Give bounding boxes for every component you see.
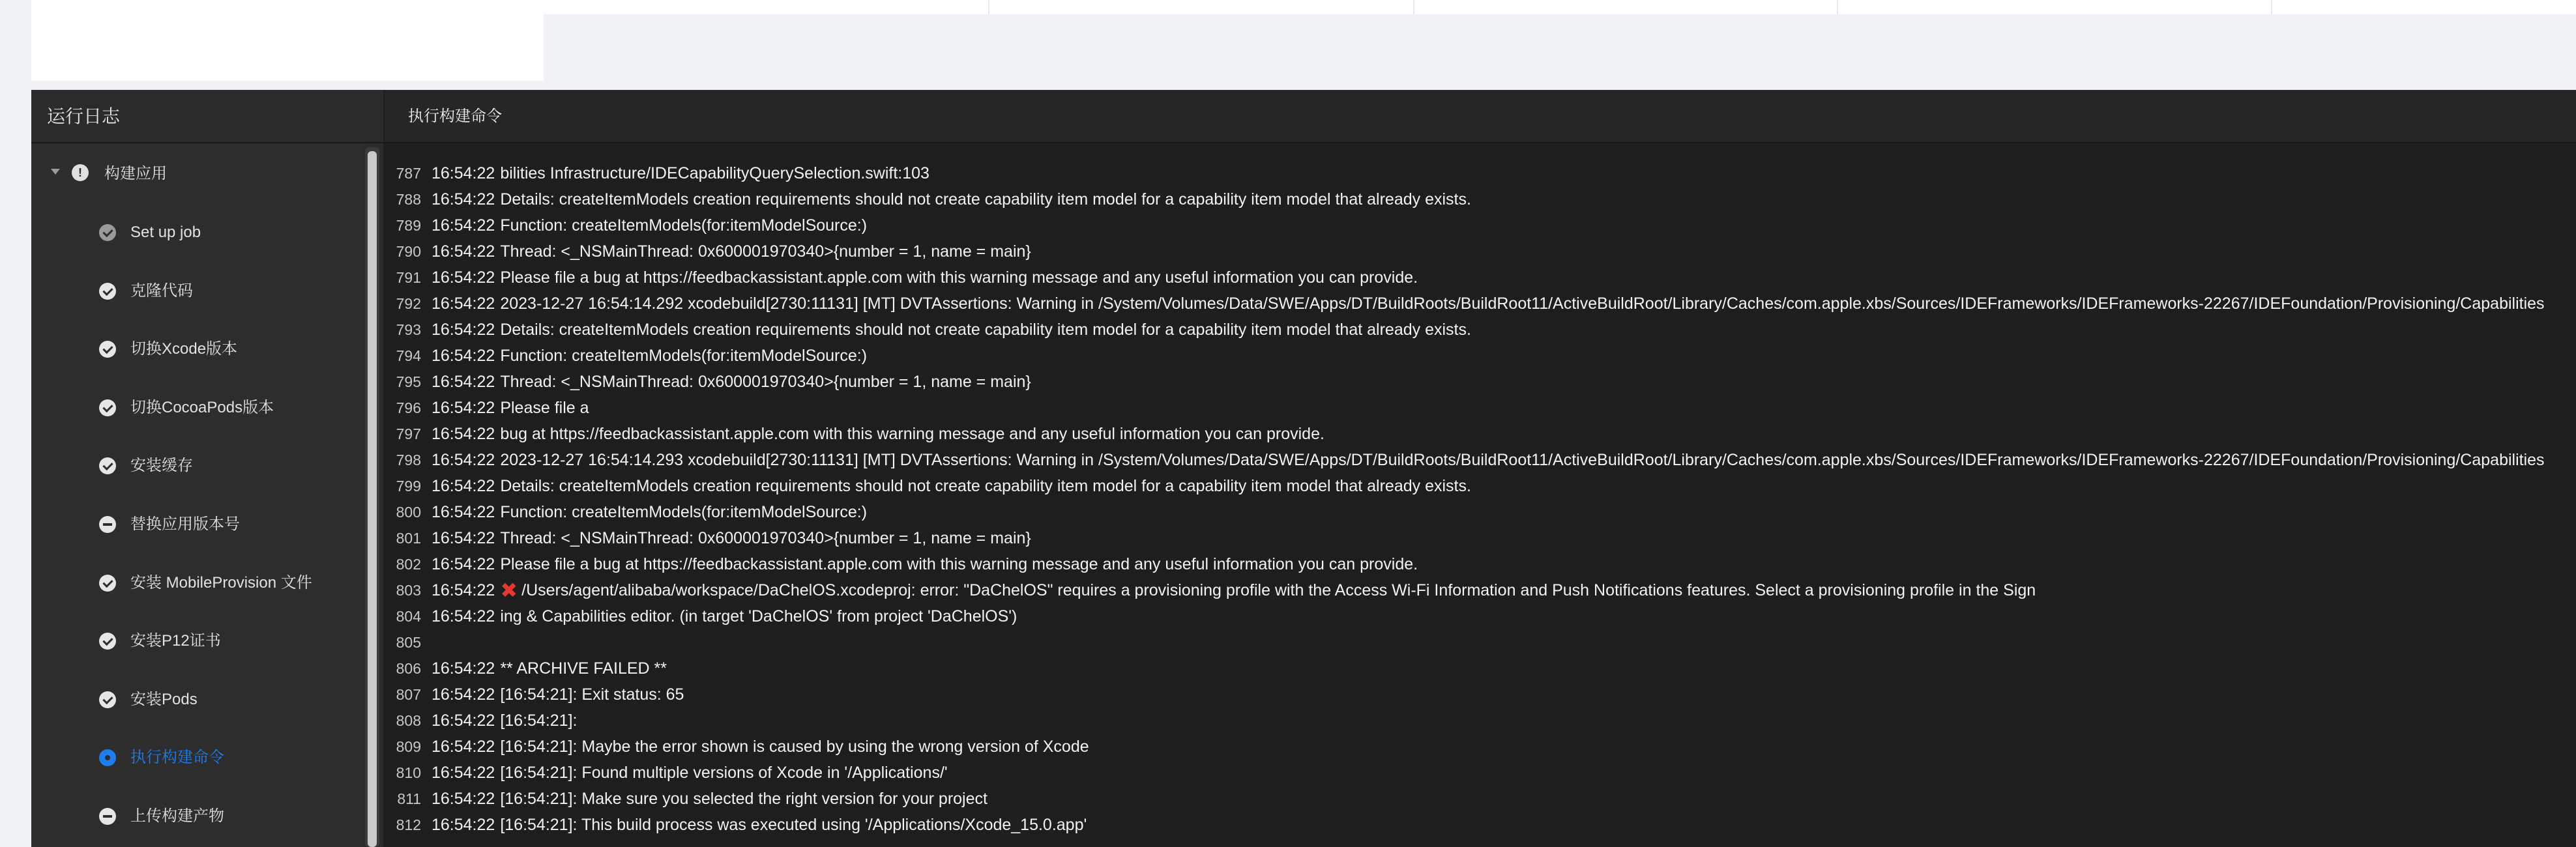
log-timestamp: 16:54:22 (432, 190, 495, 208)
line-number: 809 (396, 738, 421, 755)
step-label: 克隆代码 (130, 281, 193, 300)
line-number: 805 (396, 634, 421, 651)
log-text: Please file a bug at https://feedbackassistant.apple.com with this warning message and any useful information you can provide. (500, 268, 1418, 287)
line-number: 796 (396, 399, 421, 416)
check-circle-icon (99, 691, 116, 708)
log-text: Thread: <_NSMainThread: 0x600001970340>{number = 1, name = main} (500, 242, 1031, 261)
step-item[interactable] (31, 379, 362, 437)
log-timestamp: 16:54:22 (432, 555, 495, 573)
info-icon: ! (72, 164, 89, 181)
step-group-label: 构建应用 (104, 165, 167, 182)
log-timestamp: 16:54:22 (432, 373, 495, 391)
check-circle-icon (99, 575, 116, 592)
top-card (31, 0, 544, 81)
minus-circle-icon (99, 516, 116, 533)
log-timestamp: 16:54:22 (432, 425, 495, 443)
log-timestamp: 16:54:22 (432, 685, 495, 704)
line-number: 791 (396, 269, 421, 286)
log-timestamp: 16:54:22 (432, 711, 495, 730)
log-timestamp: 16:54:22 (432, 347, 495, 365)
log-timestamp: 16:54:22 (432, 164, 495, 182)
log-timestamp: 16:54:22 (432, 216, 495, 235)
line-number: 810 (396, 764, 421, 781)
log-line (385, 317, 1471, 343)
log-text: ** ARCHIVE FAILED ** (500, 659, 667, 678)
log-text: [16:54:21]: Make sure you selected the right version for your project (500, 790, 988, 808)
step-label: 安装缓存 (130, 457, 193, 475)
log-line (385, 238, 1031, 265)
log-timestamp: 16:54:22 (432, 529, 495, 547)
log-line (385, 551, 1418, 577)
line-number: 812 (396, 816, 421, 833)
log-line (385, 212, 867, 238)
log-timestamp: 16:54:22 (432, 321, 495, 339)
line-number: 797 (396, 425, 421, 442)
line-number: 799 (396, 478, 421, 495)
log-line (385, 786, 988, 812)
log-timestamp: 16:54:22 (432, 790, 495, 808)
column-divider (988, 0, 989, 14)
check-circle-icon (99, 399, 116, 416)
log-text: Details: createItemModels creation requirements should not create capability item model for a capability item model that already exists. (500, 477, 1471, 495)
log-timestamp: 16:54:22 (432, 659, 495, 678)
log-line (385, 682, 684, 708)
step-list (31, 145, 362, 847)
log-timestamp: 16:54:22 (432, 399, 495, 417)
minus-circle-icon (99, 808, 116, 825)
log-text: 2023-12-27 16:54:14.292 xcodebuild[2730:11131] [MT] DVTAssertions: Warning in /System/Volumes/Data/SWE/Apps/DT/BuildRoots/BuildRoot11/ActiveBuildRoot/Library/Caches/com.apple.xbs/Sources/IDEFrameworks/IDEFrameworks-22267/IDEFoundation/Provisioning/Capabilities (500, 294, 2545, 313)
running-icon (99, 749, 116, 766)
line-number: 808 (396, 712, 421, 729)
log-text: [16:54:21]: This build process was executed using '/Applications/Xcode_15.0.app' (500, 816, 1087, 834)
log-text: Details: createItemModels creation requirements should not create capability item model for a capability item model that already exists. (500, 190, 1471, 208)
log-timestamp: 16:54:22 (432, 816, 495, 834)
log-line (385, 186, 1471, 212)
log-line (385, 603, 1017, 629)
log-timestamp: 16:54:22 (432, 242, 495, 261)
log-output[interactable] (385, 145, 2576, 847)
line-number: 789 (396, 217, 421, 234)
step-label: Set up job (130, 223, 201, 241)
line-number: 792 (396, 295, 421, 312)
check-circle-icon (99, 633, 116, 650)
step-label: 安装 MobileProvision 文件 (130, 573, 312, 592)
top-table-strip (544, 0, 2576, 14)
step-label: 上传构建产物 (130, 807, 224, 825)
step-item[interactable] (31, 612, 362, 670)
sidebar (31, 90, 383, 847)
log-timestamp: 16:54:22 (432, 477, 495, 495)
line-number: 802 (396, 556, 421, 573)
log-title: 执行构建命令 (385, 90, 2576, 143)
step-group-build-app[interactable] (31, 145, 362, 203)
step-item[interactable] (31, 670, 362, 729)
log-text: Please file a (500, 399, 589, 417)
check-circle-icon (99, 224, 116, 241)
scrollbar-thumb[interactable] (368, 151, 377, 847)
log-line-error (385, 577, 2036, 603)
log-line (385, 655, 667, 682)
error-x-icon: ✖ (500, 579, 518, 602)
log-text: Details: createItemModels creation requirements should not create capability item model for a capability item model that already exists. (500, 321, 1471, 339)
log-text: /Users/agent/alibaba/workspace/DaChelOS.xcodeproj: error: "DaChelOS" requires a provisioning profile with the Access Wi-Fi Information and Push Notifications features. Select a provisioning profile in the Sign (521, 581, 2036, 599)
log-line (385, 291, 2545, 317)
log-text: [16:54:21]: Found multiple versions of Xcode in '/Applications/' (500, 764, 948, 782)
check-circle-icon (99, 457, 116, 474)
log-text: Thread: <_NSMainThread: 0x600001970340>{number = 1, name = main} (500, 373, 1031, 391)
log-timestamp: 16:54:22 (432, 581, 495, 599)
log-timestamp: 16:54:22 (432, 451, 495, 469)
log-text: [16:54:21]: Maybe the error shown is caused by using the wrong version of Xcode (500, 738, 1089, 756)
sidebar-title: 运行日志 (31, 90, 383, 143)
caret-down-icon[interactable] (51, 169, 60, 175)
line-number: 790 (396, 243, 421, 260)
line-number: 804 (396, 608, 421, 625)
check-circle-icon (99, 283, 116, 300)
line-number: 800 (396, 504, 421, 521)
line-number: 787 (396, 165, 421, 182)
log-text: Please file a bug at https://feedbackassistant.apple.com with this warning message and any useful information you can provide. (500, 555, 1418, 573)
step-item[interactable] (31, 728, 362, 787)
check-circle-icon (99, 341, 116, 358)
log-text: Function: createItemModels(for:itemModelSource:) (500, 503, 868, 521)
line-number: 794 (396, 347, 421, 364)
column-divider (1413, 0, 1414, 14)
log-timestamp: 16:54:22 (432, 764, 495, 782)
log-line (385, 395, 589, 421)
step-item[interactable] (31, 554, 362, 612)
log-line (385, 760, 948, 786)
log-text: Thread: <_NSMainThread: 0x600001970340>{number = 1, name = main} (500, 529, 1031, 547)
step-item[interactable] (31, 320, 362, 379)
step-label: 安装P12证书 (130, 632, 221, 650)
log-line (385, 160, 929, 186)
step-label: 安装Pods (130, 690, 198, 708)
log-timestamp: 16:54:22 (432, 503, 495, 521)
log-line (385, 369, 1031, 395)
step-item[interactable] (31, 787, 362, 846)
step-label: 切换Xcode版本 (130, 340, 238, 358)
line-number: 793 (396, 321, 421, 338)
line-number: 795 (396, 373, 421, 390)
log-line (385, 447, 2545, 473)
log-text: [16:54:21]: Exit status: 65 (500, 685, 684, 704)
log-line (385, 421, 1325, 447)
step-item[interactable] (31, 262, 362, 321)
log-text: bilities Infrastructure/IDECapabilityQuerySelection.swift:103 (500, 164, 929, 182)
line-number: 806 (396, 660, 421, 677)
step-label: 替换应用版本号 (130, 515, 240, 533)
log-line (385, 734, 1089, 760)
log-timestamp: 16:54:22 (432, 294, 495, 313)
log-line (385, 499, 867, 525)
log-line (385, 473, 1471, 499)
sidebar-scrollbar[interactable] (365, 147, 379, 847)
log-line (385, 812, 1087, 838)
log-line (385, 708, 577, 734)
step-item[interactable] (31, 203, 362, 262)
step-label: 执行构建命令 (130, 749, 224, 767)
line-number: 811 (397, 790, 421, 807)
run-log-panel (31, 90, 2576, 847)
log-line (385, 525, 1031, 551)
step-item[interactable] (31, 495, 362, 554)
log-line (385, 343, 867, 369)
line-number: 807 (396, 686, 421, 703)
log-line (385, 265, 1418, 291)
column-divider (1837, 0, 1838, 14)
log-text: Function: createItemModels(for:itemModelSource:) (500, 347, 868, 365)
line-number: 788 (396, 191, 421, 208)
log-text: bug at https://feedbackassistant.apple.com with this warning message and any useful information you can provide. (500, 425, 1325, 443)
line-number: 801 (396, 530, 421, 547)
line-number: 798 (396, 452, 421, 468)
line-number: 803 (396, 582, 421, 599)
log-timestamp: 16:54:22 (432, 607, 495, 625)
log-timestamp: 16:54:22 (432, 268, 495, 287)
log-timestamp: 16:54:22 (432, 738, 495, 756)
step-item[interactable] (31, 437, 362, 495)
log-text: [16:54:21]: (500, 711, 578, 730)
step-label: 切换CocoaPods版本 (130, 398, 274, 416)
column-divider (2271, 0, 2272, 14)
log-line (385, 629, 437, 655)
log-text: 2023-12-27 16:54:14.293 xcodebuild[2730:11131] [MT] DVTAssertions: Warning in /System/Volumes/Data/SWE/Apps/DT/BuildRoots/BuildRoot11/ActiveBuildRoot/Library/Caches/com.apple.xbs/Sources/IDEFrameworks/IDEFrameworks-22267/IDEFoundation/Provisioning/Capabilities (500, 451, 2545, 469)
log-text: Function: createItemModels(for:itemModelSource:) (500, 216, 868, 235)
log-text: ing & Capabilities editor. (in target 'DaChelOS' from project 'DaChelOS') (500, 607, 1017, 625)
